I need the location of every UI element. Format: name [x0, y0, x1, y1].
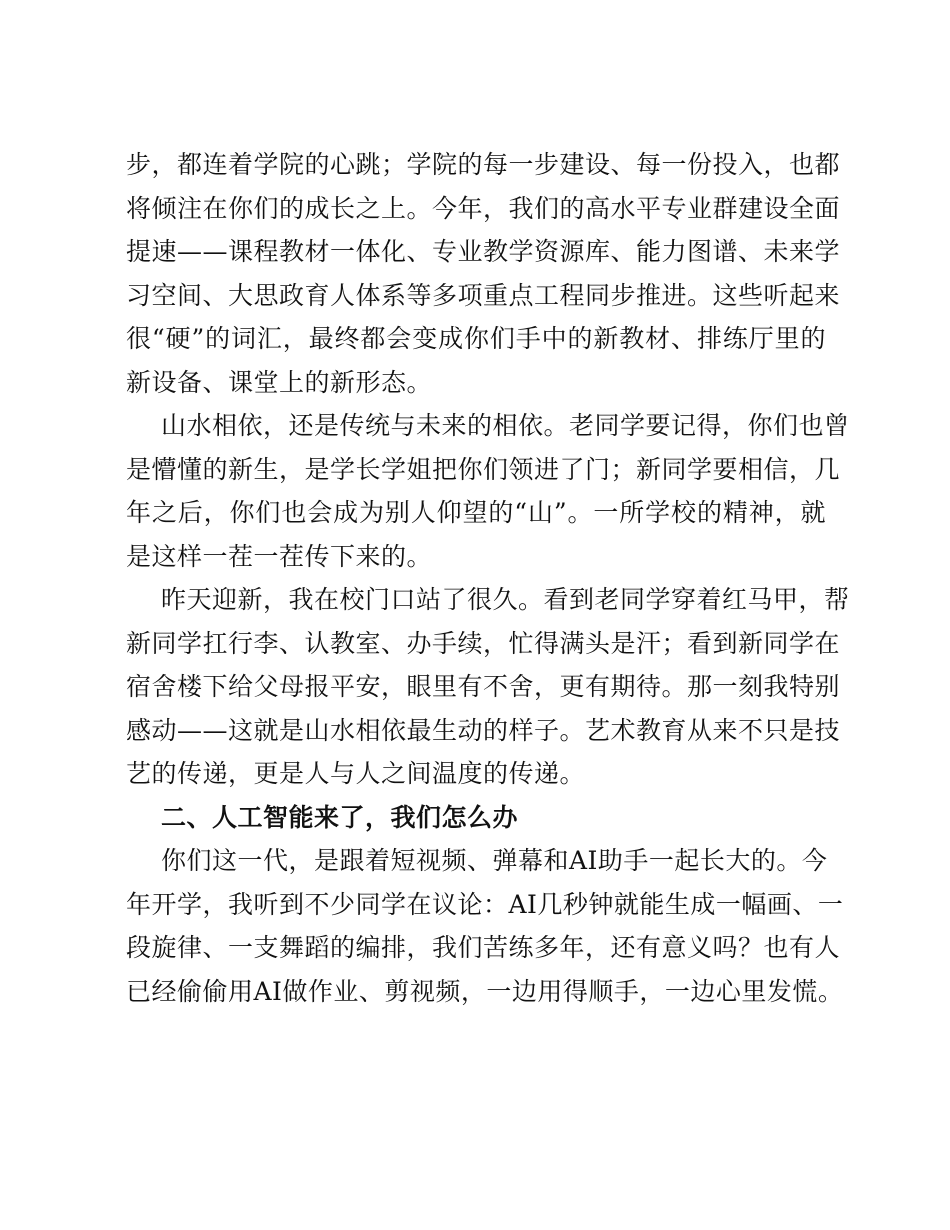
text-line: 山水相依，还是传统与未来的相依。老同学要记得，你们也曾	[161, 411, 850, 440]
document-body	[126, 143, 850, 1013]
text-line: 感动——这就是山水相依最生动的样子。艺术教育从来不只是技	[126, 715, 841, 745]
text-line: 提速——课程教材一体化、专业教学资源库、能力图谱、未来学	[126, 237, 841, 266]
paragraph-4	[126, 839, 844, 1013]
text-line: 很“硬”的词汇，最终都会变成你们手中的新教材、排练厅里的	[126, 324, 826, 353]
text-line: 昨天迎新，我在校门口站了很久。看到老同学穿着红马甲，帮	[161, 585, 850, 614]
text-line: 新同学扛行李、认教室、办手续，忙得满头是汗；看到新同学在	[126, 628, 841, 658]
text-line: 艺的传递，更是人与人之间温度的传递。	[126, 759, 586, 788]
text-line: 已经偷偷用AI做作业、剪视频，一边用得顺手，一边心里发慌。	[126, 976, 844, 1006]
text-line: 段旋律、一支舞蹈的编排，我们苦练多年，还有意义吗？也有人	[126, 933, 841, 962]
text-line: 宿舍楼下给父母报平安，眼里有不舍，更有期待。那一刻我特别	[126, 672, 841, 701]
section-heading: 二、人工智能来了，我们怎么办	[161, 802, 519, 832]
text-line: 年开学，我听到不少同学在议论：AI几秒钟就能生成一幅画、一	[126, 889, 844, 919]
paragraph-2	[126, 404, 850, 578]
paragraph-3	[126, 578, 850, 796]
text-line: 新设备、课堂上的新形态。	[126, 367, 433, 397]
text-line: 是这样一茬一茬传下来的。	[126, 541, 433, 571]
text-line: 是懵懂的新生，是学长学姐把你们领进了门；新同学要相信，几	[126, 454, 841, 484]
text-line: 将倾注在你们的成长之上。今年，我们的高水平专业群建设全面	[126, 193, 841, 223]
text-line: 你们这一代，是跟着短视频、弹幕和AI助手一起长大的。今	[161, 846, 828, 875]
paragraph-1	[126, 143, 841, 404]
text-line: 步，都连着学院的心跳；学院的每一步建设、每一份投入，也都	[126, 150, 841, 179]
text-line: 习空间、大思政育人体系等多项重点工程同步推进。这些听起来	[126, 280, 841, 310]
text-line: 年之后，你们也会成为别人仰望的“山”。一所学校的精神，就	[126, 498, 826, 527]
